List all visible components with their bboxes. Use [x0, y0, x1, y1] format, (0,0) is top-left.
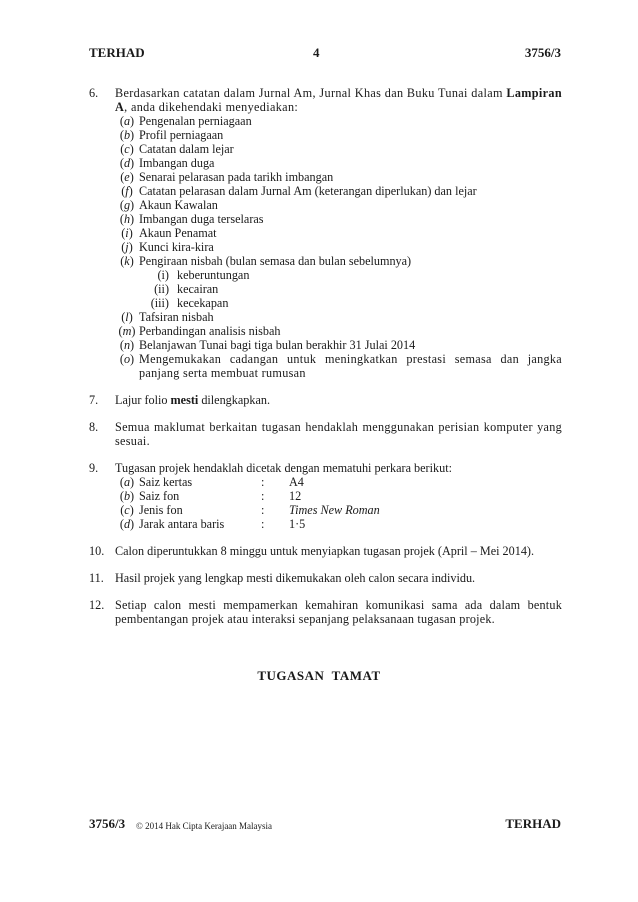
question-12: 12. Setiap calon mesti mempamerkan kemahiran komunikasi sama ada dalam bentuk pembentangan projek atau interaksi sepanjang pelaksanaan tugasan projek.: [89, 598, 562, 626]
end-of-task-heading: TUGASAN TAMAT: [257, 668, 381, 683]
list-item: (n) Belanjawan Tunai bagi tiga bulan berakhir 31 Julai 2014: [119, 338, 416, 352]
list-item: (a) Pengenalan perniagaan: [119, 114, 252, 128]
footer-code: 3756/3: [89, 816, 126, 831]
spec-row: (d) Jarak antara baris : 1·5: [119, 517, 306, 531]
list-item: (k) Pengiraan nisbah (bulan semasa dan bulan sebelumnya): [120, 254, 412, 268]
list-item: (e) Senarai pelarasan pada tarikh imbangan: [120, 170, 334, 184]
document-body: [89, 86, 562, 626]
list-item: (c) Catatan dalam lejar: [120, 142, 234, 156]
question-number: 7.: [89, 393, 99, 407]
list-item: (g) Akaun Kawalan: [119, 198, 218, 212]
page-header: [0, 46, 638, 62]
list-subitem: (ii) kecairan: [154, 282, 219, 296]
copyright-notice: © 2014 Hak Cipta Kerajaan Malaysia: [136, 821, 273, 831]
list-item: (b) Profil perniagaan: [119, 128, 224, 142]
question-9: 9. Tugasan projek hendaklah dicetak dengan mematuhi perkara berikut: (a) Saiz kertas : A4 (b) Saiz fon : 12 (c) Jenis fon : Times New Roman (d) Jarak antara baris : 1·5: [89, 461, 562, 531]
list-item: (f) Catatan pelarasan dalam Jurnal Am (keterangan diperlukan) dan lejar: [121, 184, 477, 198]
question-number: 8.: [89, 420, 99, 434]
question-number: 11.: [89, 571, 104, 585]
question-6: [89, 86, 562, 380]
question-7: 7. Lajur folio mesti dilengkapkan.: [89, 393, 271, 407]
header-code: 3756/3: [524, 45, 561, 60]
question-10: 10. Calon diperuntukkan 8 minggu untuk menyiapkan tugasan projek (April – Mei 2014).: [89, 544, 535, 558]
list-item: (m) Perbandingan analisis nisbah: [118, 324, 281, 338]
header-classification: TERHAD: [89, 45, 145, 60]
list-item: (l) Tafsiran nisbah: [121, 310, 214, 324]
question-number: 9.: [89, 461, 99, 475]
question-number: 6.: [89, 86, 99, 100]
question-number: 10.: [89, 544, 105, 558]
list-subitem: (iii) kecekapan: [150, 296, 229, 310]
list-subitem: (i) keberuntungan: [157, 268, 250, 282]
spec-row: (c) Jenis fon : Times New Roman: [120, 503, 380, 517]
list-item: (h) Imbangan duga terselaras: [119, 212, 264, 226]
list-item: (d) Imbangan duga: [119, 156, 215, 170]
question-8: 8. Semua maklumat berkaitan tugasan hendaklah menggunakan perisian komputer yang sesuai.: [89, 420, 562, 448]
spec-row: (b) Saiz fon : 12: [119, 489, 302, 503]
page-number: 4: [313, 45, 320, 60]
list-item: (j) Kunci kira-kira: [121, 240, 214, 254]
question-6-intro: Berdasarkan catatan dalam Jurnal Am, Jurnal Khas dan Buku Tunai dalam Lampiran A, anda dikehendaki menyediakan:: [115, 86, 562, 114]
list-item: (i) Akaun Penamat: [121, 226, 217, 240]
list-item: (o) Mengemukakan cadangan untuk meningkatkan prestasi semasa dan jangka panjang serta membuat rumusan: [119, 352, 562, 380]
question-11: 11. Hasil projek yang lengkap mesti dikemukakan oleh calon secara individu.: [89, 571, 476, 585]
page-footer: [0, 817, 638, 833]
spec-row: (a) Saiz kertas : A4: [119, 475, 304, 489]
footer-classification: TERHAD: [505, 816, 561, 831]
question-number: 12.: [89, 598, 105, 612]
